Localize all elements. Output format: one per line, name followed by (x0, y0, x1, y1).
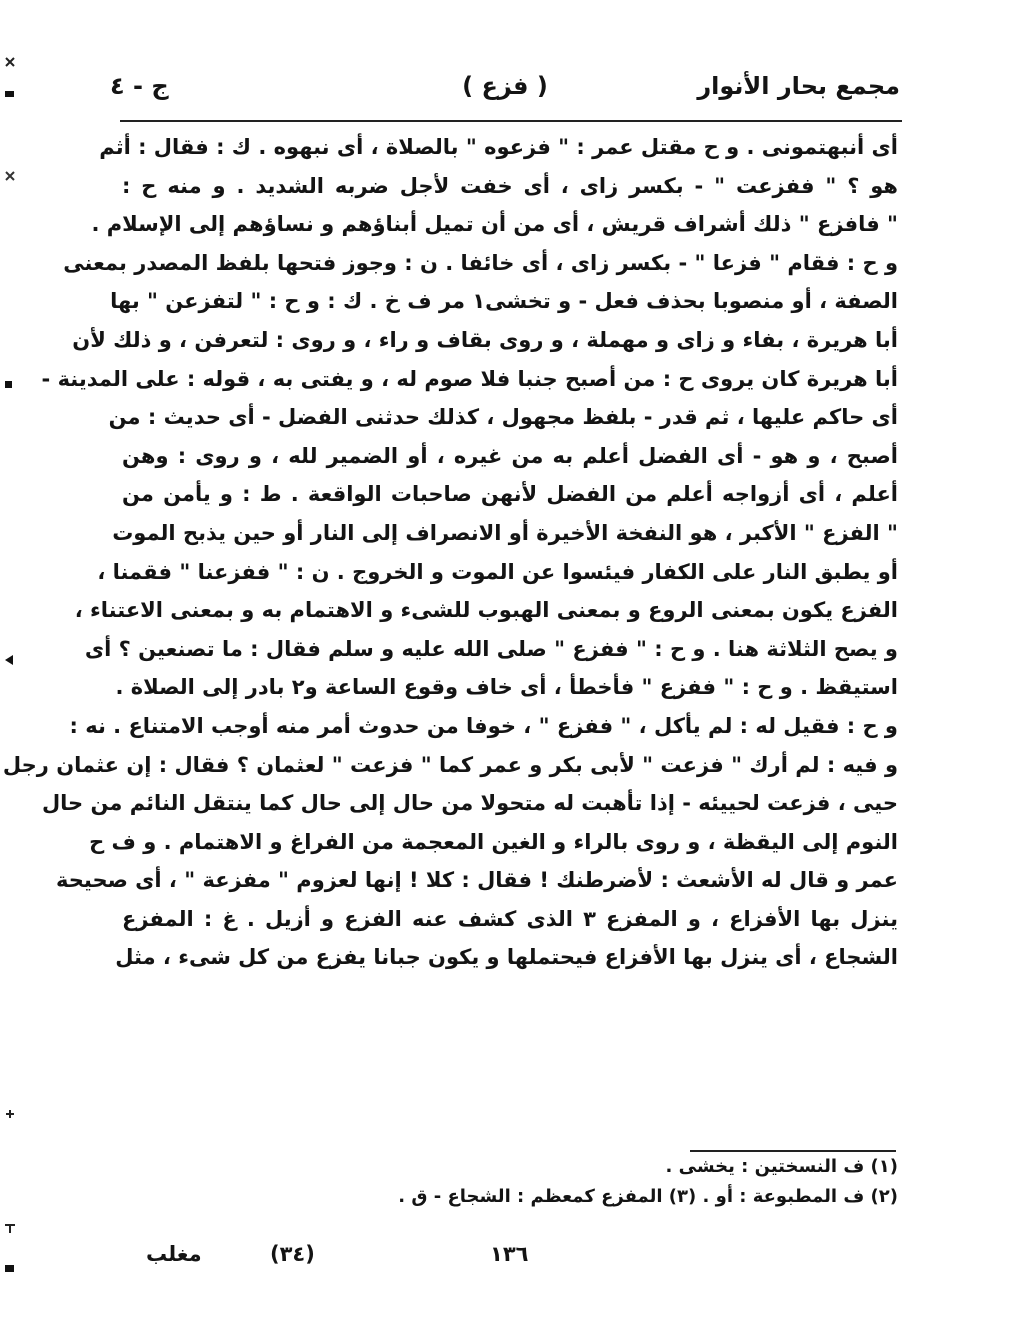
text-line: أبا هريرة ، بفاء و زاى و مهملة ، و روى بقاف و راء ، و روى : لتعرفن ، و ذلك لأن (72, 327, 898, 352)
text-line: أصبح ، و هو - أى الفضل أعلم به من غيره ، أو الضمير لله ، و روى : وهن (122, 443, 898, 468)
part-number: (٣٤) (270, 1242, 315, 1266)
text-line: الصفة ، أو منصوبا بحذف فعل - و تخشى١ مر ف خ . ك : و ح : " لتفزعن " بها (110, 289, 898, 314)
text-line: النوم إلى اليقظة ، و روى بالراء و الغين المعجمة من الفراغ و الاهتمام . و ف ح (89, 829, 898, 854)
text-line: و فيه : لم أرك " فزعت " لأبى بكر و عمر كما " فزعت " لعثمان ؟ فقال : إن عثمان رجل (2, 752, 898, 777)
text-line: أى حاكم عليها ، ثم قدر - بلفظ مجهول ، كذلك حدثنى الفضل - أى حديث : من (108, 405, 898, 430)
text-line: و ح : فقيل له : لم يأكل ، " ففزع " ، خوفا من حدوث أمر منه أوجب الامتناع . نه : (69, 713, 898, 738)
text-line: حيى ، فزعت لحييئه - إذا تأهبت له متحولا من حال إلى حال كما ينتقل النائم من حال (41, 791, 898, 816)
scan-edge-mark (4, 170, 16, 182)
text-line: الفزع يكون بمعنى الروع و بمعنى الهبوب للشىء و الاهتمام به و بمعنى الاعتناء ، (74, 598, 898, 623)
main-text (2, 128, 898, 977)
footnote: (٢) ف المطبوعة : أو . (٣) المفزع كمعظم : الشجاع - ق . (398, 1186, 898, 1207)
signature-mark: مغلب (146, 1242, 202, 1266)
root-word-heading: ( فزع ) (462, 72, 548, 100)
text-line: هو ؟ " ففزعت " - بكسر زاى ، أى خفت لأجل ضربه الشديد . و منه ح : (122, 173, 898, 198)
page-header (110, 66, 900, 110)
page-number: ١٣٦ (490, 1242, 529, 1266)
text-line: و يصح الثلاثة هنا . و ح : " ففزع " صلى الله عليه و سلم فقال : ما تصنعين ؟ أى (84, 636, 898, 661)
scan-edge-mark (4, 1108, 16, 1120)
text-line: و ح : فقام " فزعا " - بكسر زاى ، أى خائفا . ن : وجوز فتحها بلفظ المصدر بمعنى (63, 250, 898, 275)
text-line: ينزل بها الأفزاع ، و المفزع ٣ الذى كشف عنه الفزع و أزيل . غ : المفزع (122, 906, 898, 931)
scan-edge-mark (4, 378, 16, 390)
scan-edge-mark (4, 1222, 16, 1234)
text-line: " الفزع " الأكبر ، هو النفخة الأخيرة أو الانصراف إلى النار أو حين يذبح الموت (112, 520, 898, 545)
footnote: (١) ف النسختين : يخشى . (665, 1156, 898, 1177)
text-line: استيقظ . و ح : " ففزع " فأخطأ ، أى خاف وقوع الساعة و٢ بادر إلى الصلاة . (115, 675, 898, 700)
scan-edge-mark (4, 88, 16, 100)
text-line: أبا هريرة كان يروى ح : من أصبح جنبا فلا صوم له ، و يفتى به ، قوله : على المدينة - (41, 366, 898, 391)
text-line: أعلم ، أى أزواجه أعلم من الفضل لأنهن صاحبات الواقعة . ط : و يأمن من (122, 482, 898, 507)
text-line: " فافزع " ذلك أشراف قريش ، أى من أن تميل أبناؤهم و نساؤهم إلى الإسلام . (91, 212, 898, 237)
text-line: أى أنبهتمونى . و ح مقتل عمر : " فزعوه " بالصلاة ، أى نبهوه . ك : فقال : أثم (99, 135, 898, 159)
footnotes (250, 1152, 898, 1212)
page-footer (140, 1236, 540, 1276)
scan-edge-mark (4, 56, 16, 68)
text-line: عمر و قال له الأشعث : لأضرطنك ! فقال : كلا ! إنها لعزوم " مفزعة " ، أى صحيحة (56, 868, 898, 893)
volume-number: ج - ٤ (110, 72, 169, 100)
text-line: الشجاع ، أى ينزل بها الأفزاع فيحتملها و يكون جبانا يفزع من كل شىء ، مثل (115, 945, 898, 970)
scan-edge-mark (4, 1262, 16, 1274)
header-rule (120, 120, 902, 122)
text-line: أو يطبق النار على الكفار فيئسوا عن الموت و الخروج . ن : " ففزعنا " فقمنا ، (97, 559, 898, 584)
book-title: مجمع بحار الأنوار (697, 72, 900, 100)
scan-edge-mark (4, 654, 16, 666)
